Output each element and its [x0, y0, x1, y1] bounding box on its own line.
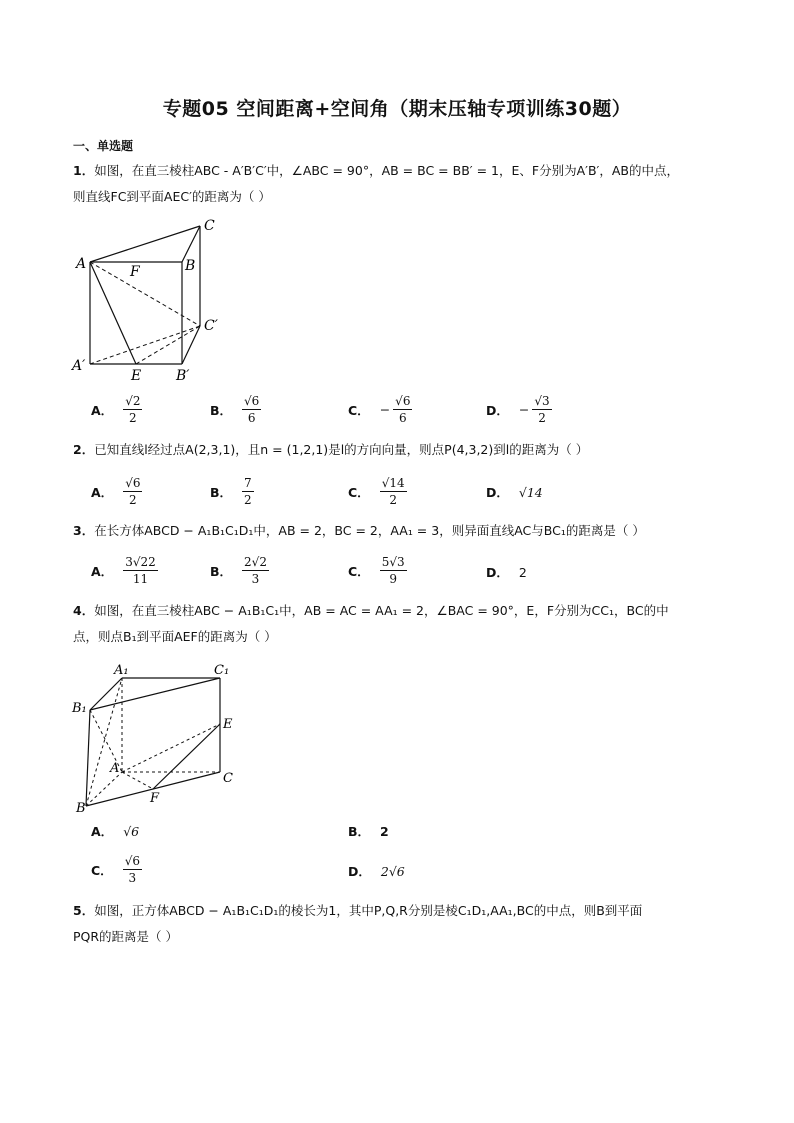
question-number: 1． [73, 163, 95, 178]
q2-option-c[interactable]: C． $\frac{√14}{2}$ [348, 476, 405, 507]
q4-option-c[interactable]: C． $\frac{√6}{3}$ [91, 854, 140, 885]
question-text: 如图，在直三棱柱ABC − A₁B₁C₁中，AB = AC = AA₁ = 2，∠BAC = 90°，E，F分别为CC₁，BC的中 [94, 603, 669, 618]
q2-option-a[interactable]: A． $\frac{√6}{2}$ [91, 476, 141, 507]
q2-option-d[interactable]: D． √14 [486, 484, 543, 500]
question-2 [73, 437, 733, 463]
question-text: 如图，在直三棱柱ABC - A′B′C′中，∠ABC = 90°，AB = BC = BB′ = 1，E、F分别为A′B′，AB的中点， [94, 163, 680, 178]
question-text-cont: PQR的距离是（ ） [73, 929, 179, 944]
q3-option-a[interactable]: A． $\frac{3√22}{11}$ [91, 555, 156, 586]
q3-option-d[interactable]: D． 2 [486, 564, 527, 580]
question-5 [73, 898, 733, 950]
question-1 [73, 158, 733, 210]
q3-option-c[interactable]: C． $\frac{5√3}{9}$ [348, 555, 405, 586]
figure-prism-4 [70, 658, 250, 818]
q2-option-b[interactable]: B． $\frac{7}{2}$ [210, 476, 252, 507]
question-number: 4． [73, 603, 95, 618]
q1-option-d[interactable]: D． − $\frac{√3}{2}$ [486, 394, 550, 425]
q4-option-a[interactable]: A． √6 [91, 823, 140, 839]
label-F: F [130, 264, 140, 280]
question-number: 5． [73, 903, 95, 918]
q4-option-d[interactable]: D． 2√6 [348, 863, 405, 879]
label-C-prime: C′ [204, 318, 218, 334]
question-text: 已知直线l经过点A(2,3,1)，且n = (1,2,1)是l的方向向量，则点P(4,3,2)到l的距离为（ ） [94, 442, 589, 457]
q4-option-b[interactable]: B． 2 [348, 823, 389, 839]
question-text-cont: 点，则点B₁到平面AEF的距离为（ ） [73, 629, 277, 644]
label-E: E [223, 717, 233, 732]
page-title: 专题05 空间距离+空间角（期末压轴专项训练30题） [162, 98, 632, 120]
question-text: 在长方体ABCD − A₁B₁C₁D₁中，AB = 2，BC = 2，AA₁ = 3，则异面直线AC与BC₁的距离是（ ） [94, 523, 645, 538]
q3-option-b[interactable]: B． $\frac{2√2}{3}$ [210, 555, 267, 586]
label-B: B [76, 801, 86, 816]
label-B: B [185, 258, 196, 274]
label-B-prime: B′ [176, 368, 190, 384]
question-4 [73, 598, 733, 650]
label-C: C [204, 218, 215, 234]
q1-option-a[interactable]: A． $\frac{√2}{2}$ [91, 394, 141, 425]
q1-option-b[interactable]: B． $\frac{√6}{6}$ [210, 394, 260, 425]
question-text-cont: 则直线FC到平面AEC′的距离为（ ） [73, 189, 271, 204]
question-text: 如图，正方体ABCD − A₁B₁C₁D₁的棱长为1，其中P,Q,R分别是棱C₁D₁,AA₁,BC的中点，则B到平面 [94, 903, 643, 918]
label-A: A [76, 256, 87, 272]
figure-prism-1 [70, 214, 230, 386]
q1-option-c[interactable]: C． − $\frac{√6}{6}$ [348, 394, 411, 425]
label-C: C [223, 771, 233, 786]
label-B1: B₁ [72, 701, 87, 716]
label-F: F [150, 791, 160, 806]
label-E: E [131, 368, 142, 384]
label-C1: C₁ [214, 663, 230, 678]
label-A-prime: A′ [72, 358, 86, 374]
question-3 [73, 518, 733, 544]
question-number: 3． [73, 523, 95, 538]
label-A1: A₁ [114, 663, 129, 678]
section-heading: 一、单选题 [73, 139, 134, 153]
label-A: A [110, 761, 120, 776]
question-number: 2． [73, 442, 95, 457]
